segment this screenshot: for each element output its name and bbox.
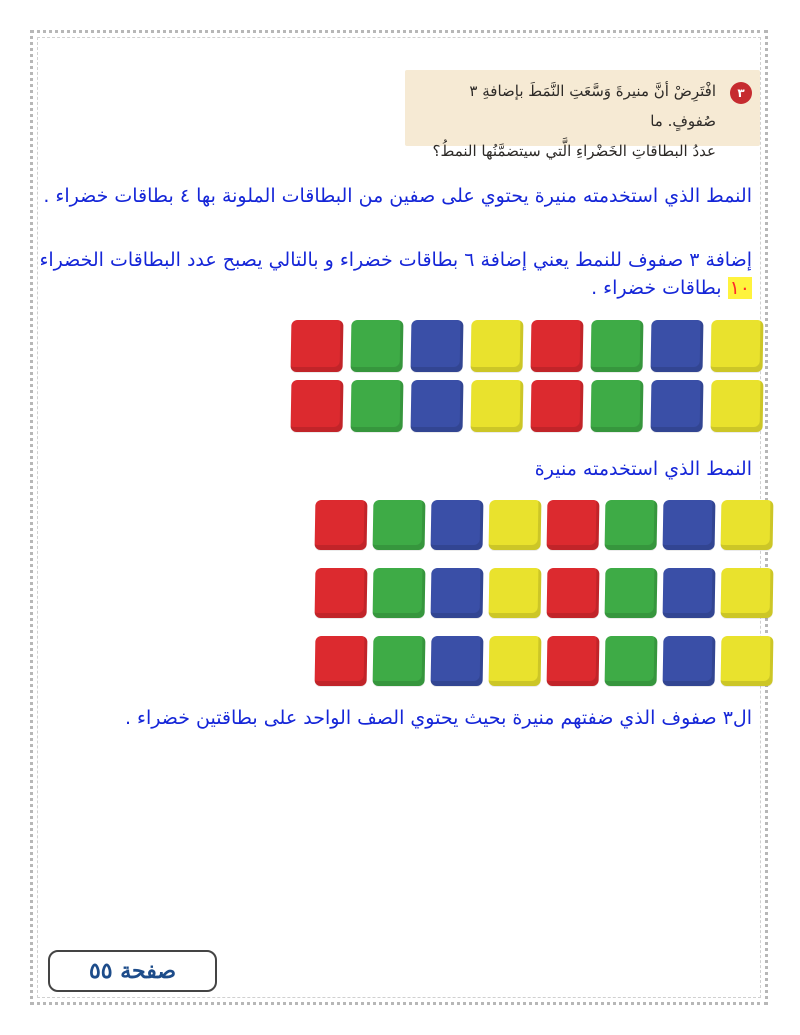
card-yellow xyxy=(721,636,774,686)
question-text xyxy=(417,76,716,166)
card-green xyxy=(605,568,658,618)
card-yellow xyxy=(721,500,774,550)
card-green xyxy=(605,500,658,550)
card-blue xyxy=(651,320,704,372)
card-blue xyxy=(663,636,716,686)
question-line-2: عددُ البطاقاتِ الخَضْراءِ الَّتي سيتضمَّنُها النمطُ؟ xyxy=(432,142,716,160)
answer-paragraph-2-part-1: إضافة ٣ صفوف للنمط يعني إضافة ٦ بطاقات خضراء و بالتالي يصبح عدد البطاقات الخضراء xyxy=(39,249,752,271)
card-yellow xyxy=(489,568,542,618)
card-green xyxy=(605,636,658,686)
card-red xyxy=(291,320,344,372)
card-blue xyxy=(431,636,484,686)
card-yellow xyxy=(489,636,542,686)
card-yellow xyxy=(711,380,764,432)
card-red xyxy=(315,636,368,686)
pattern-grid-2-rows xyxy=(287,320,763,436)
card-red xyxy=(547,500,600,550)
card-red xyxy=(531,320,584,372)
pattern-caption: النمط الذي استخدمته منيرة xyxy=(534,458,752,480)
card-blue xyxy=(651,380,704,432)
card-red xyxy=(315,500,368,550)
card-yellow xyxy=(471,320,524,372)
card-blue xyxy=(411,320,464,372)
card-red xyxy=(291,380,344,432)
card-green xyxy=(351,320,404,372)
card-green xyxy=(591,380,644,432)
card-red xyxy=(547,568,600,618)
card-blue xyxy=(431,568,484,618)
answer-paragraph-2-part-2: بطاقات خضراء . xyxy=(591,277,722,299)
card-green xyxy=(373,500,426,550)
card-red xyxy=(315,568,368,618)
card-red xyxy=(547,636,600,686)
question-line-1: افْتَرِضْ أنَّ منيرةَ وَسَّعَتِ النَّمَطَ بإضافةِ ٣ صُفوفٍ. ما xyxy=(469,82,716,130)
card-blue xyxy=(411,380,464,432)
card-blue xyxy=(663,500,716,550)
card-yellow xyxy=(471,380,524,432)
page-number-badge: صفحة ٥٥ xyxy=(48,950,217,992)
answer-highlight-number: ١٠ xyxy=(729,277,750,299)
card-green xyxy=(373,636,426,686)
pattern-grid-3-rows xyxy=(313,500,773,704)
card-yellow xyxy=(489,500,542,550)
card-blue xyxy=(663,568,716,618)
card-yellow xyxy=(721,568,774,618)
question-box xyxy=(405,70,760,160)
question-number-badge: ٣ xyxy=(730,82,752,104)
card-green xyxy=(351,380,404,432)
card-yellow xyxy=(711,320,764,372)
answer-paragraph-2 xyxy=(34,246,752,302)
card-green xyxy=(591,320,644,372)
card-red xyxy=(531,380,584,432)
rows-caption: ال٣ صفوف الذي ضفتهم منيرة بحيث يحتوي الصف الواحد على بطاقتين خضراء . xyxy=(124,707,752,729)
card-green xyxy=(373,568,426,618)
answer-paragraph-1: النمط الذي استخدمته منيرة يحتوي على صفين من البطاقات الملونة بها ٤ بطاقات خضراء . xyxy=(43,185,752,207)
card-blue xyxy=(431,500,484,550)
